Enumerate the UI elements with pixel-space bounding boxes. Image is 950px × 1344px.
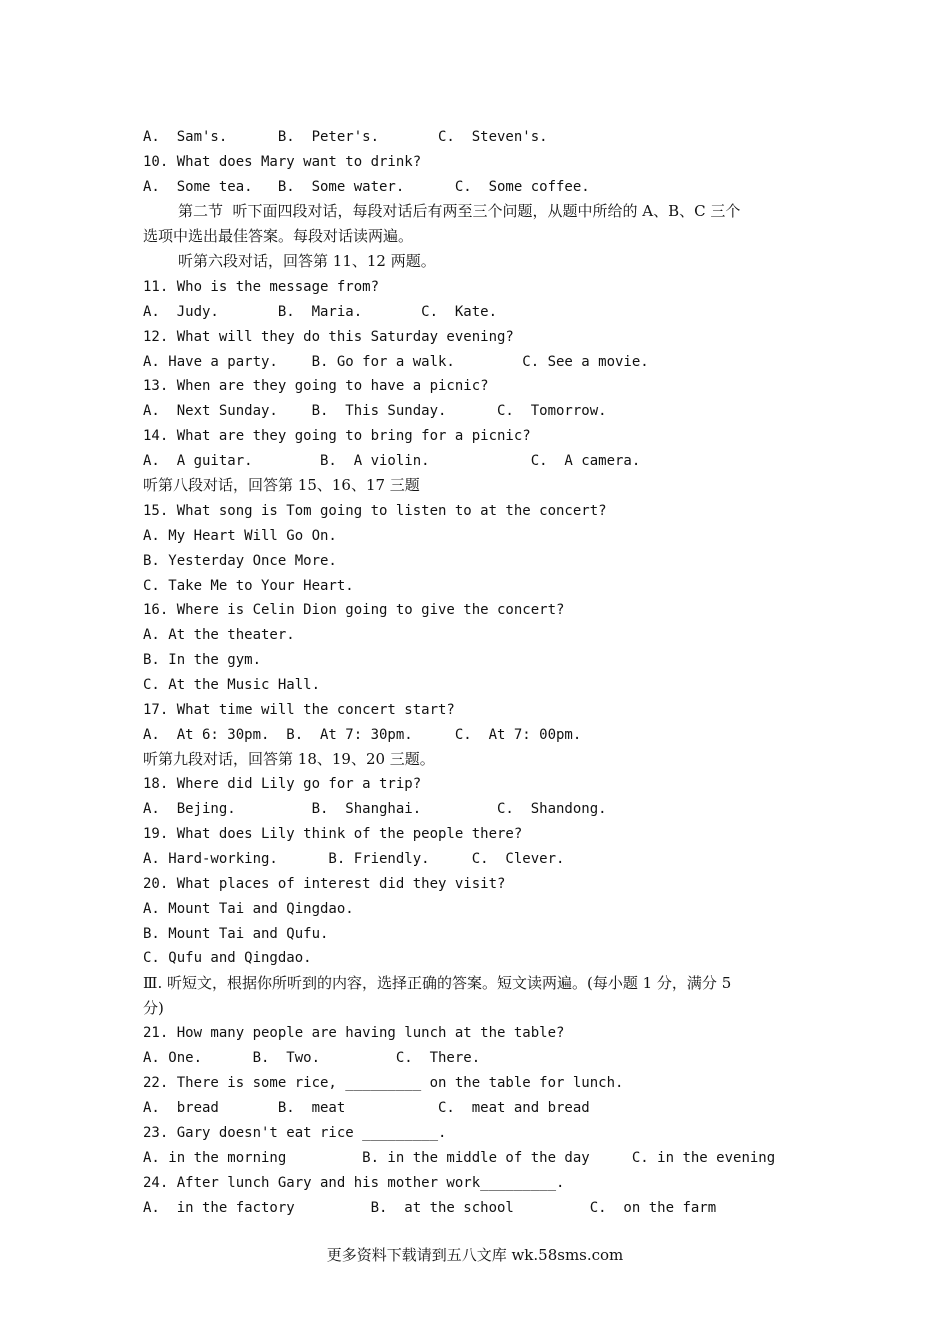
q17-question: 17. What time will the concert start?	[143, 702, 455, 718]
q20-question: 20. What places of interest did they visit?	[143, 876, 506, 892]
q15-question: 15. What song is Tom going to listen to at the concert?	[143, 503, 607, 519]
q12-options: A. Have a party. B. Go for a walk. C. See a movie.	[143, 354, 649, 370]
q20-option-c: C. Qufu and Qingdao.	[143, 950, 312, 966]
footer-download-note: 更多资料下载请到五八文库 wk.58sms.com	[326, 1246, 624, 1264]
q22-options: A. bread B. meat C. meat and bread	[143, 1100, 590, 1116]
q19-question: 19. What does Lily think of the people there?	[143, 826, 523, 842]
q10-question: 10. What does Mary want to drink?	[143, 154, 422, 170]
q11-options: A. Judy. B. Maria. C. Kate.	[143, 304, 498, 320]
q21-options: A. One. B. Two. C. There.	[143, 1050, 481, 1066]
section-2-heading: 第二节 听下面四段对话，每段对话后有两至三个问题，从题中所给的 A、B、C 三个	[178, 202, 741, 220]
q20-option-a: A. Mount Tai and Qingdao.	[143, 901, 354, 917]
section-2-heading-cont: 选项中选出最佳答案。每段对话读两遍。	[143, 227, 414, 245]
q24-options: A. in the factory B. at the school C. on the farm	[143, 1200, 717, 1216]
q16-option-b: B. In the gym.	[143, 652, 262, 668]
q18-question: 18. Where did Lily go for a trip?	[143, 776, 422, 792]
q16-option-a: A. At the theater.	[143, 627, 295, 643]
section-3-heading: Ⅲ. 听短文，根据你所听到的内容，选择正确的答案。短文读两遍。(每小题 1 分，满分 5	[143, 974, 732, 992]
dialogue-6-instruction: 听第六段对话，回答第 11、12 两题。	[178, 252, 436, 270]
q24-question: 24. After lunch Gary and his mother work_________.	[143, 1175, 565, 1191]
q12-question: 12. What will they do this Saturday evening?	[143, 329, 514, 345]
q9-options: A. Sam's. B. Peter's. C. Steven's.	[143, 129, 548, 145]
q23-options: A. in the morning B. in the middle of the day C. in the evening	[143, 1150, 776, 1166]
q23-question: 23. Gary doesn't eat rice _________.	[143, 1125, 447, 1141]
section-3-heading-cont: 分)	[143, 999, 164, 1017]
q13-options: A. Next Sunday. B. This Sunday. C. Tomorrow.	[143, 403, 607, 419]
q15-option-b: B. Yesterday Once More.	[143, 553, 337, 569]
q15-option-a: A. My Heart Will Go On.	[143, 528, 337, 544]
q20-option-b: B. Mount Tai and Qufu.	[143, 926, 329, 942]
q19-options: A. Hard-working. B. Friendly. C. Clever.	[143, 851, 565, 867]
q21-question: 21. How many people are having lunch at the table?	[143, 1025, 565, 1041]
dialogue-9-instruction: 听第九段对话，回答第 18、19、20 三题。	[143, 750, 435, 768]
q17-options: A. At 6: 30pm. B. At 7: 30pm. C. At 7: 00pm.	[143, 727, 582, 743]
q22-question: 22. There is some rice, _________ on the table for lunch.	[143, 1075, 624, 1091]
q13-question: 13. When are they going to have a picnic?	[143, 378, 489, 394]
q16-question: 16. Where is Celin Dion going to give the concert?	[143, 602, 565, 618]
q11-question: 11. Who is the message from?	[143, 279, 380, 295]
q10-options: A. Some tea. B. Some water. C. Some coffee.	[143, 179, 590, 195]
q16-option-c: C. At the Music Hall.	[143, 677, 321, 693]
q14-question: 14. What are they going to bring for a picnic?	[143, 428, 531, 444]
q14-options: A. A guitar. B. A violin. C. A camera.	[143, 453, 641, 469]
q15-option-c: C. Take Me to Your Heart.	[143, 578, 354, 594]
dialogue-8-instruction: 听第八段对话，回答第 15、16、17 三题	[143, 476, 420, 494]
q18-options: A. Bejing. B. Shanghai. C. Shandong.	[143, 801, 607, 817]
